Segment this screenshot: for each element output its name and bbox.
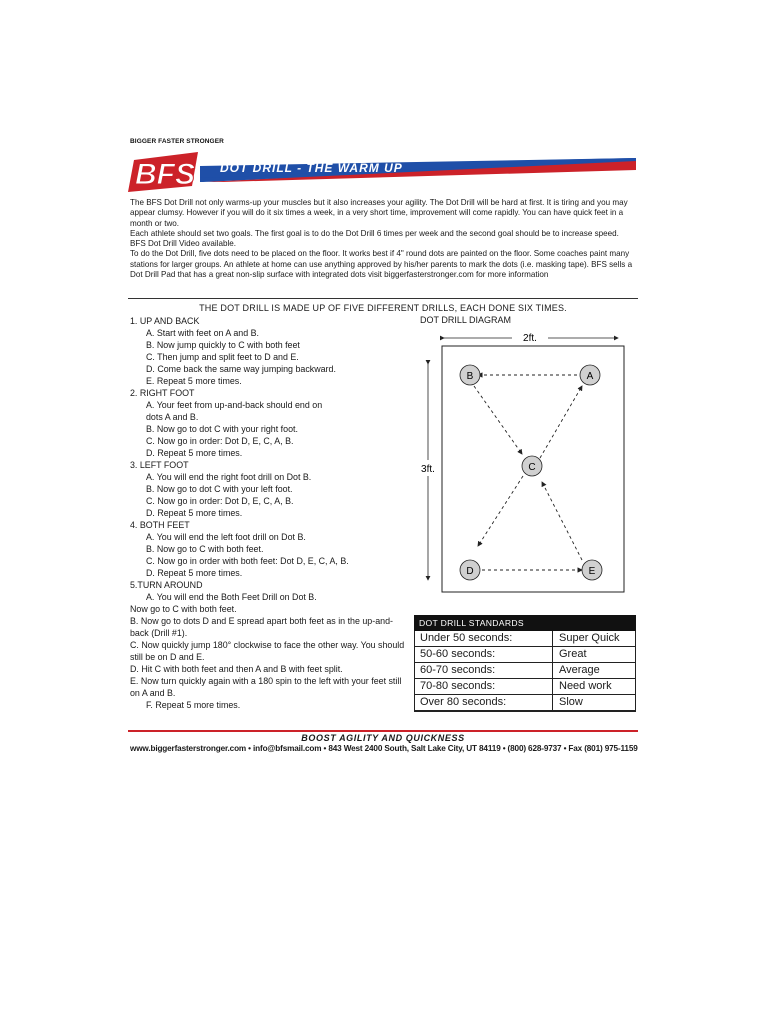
drill-step: E. Repeat 5 more times. [146, 376, 242, 386]
width-label: 2ft. [523, 333, 537, 344]
drill-step: Now go to C with both feet. [130, 604, 237, 614]
drill-step: A. Start with feet on A and B. [146, 328, 259, 338]
intro-paragraph: Each athlete should set two goals. The first goal is to do the Dot Drill 6 times per week and the second goal should be to increase speed. BFS Dot Drill Video available. [130, 228, 619, 249]
intro-paragraph: To do the Dot Drill, five dots need to be placed on the floor. It works best if 4" round dots are painted on the floor. Some coaches paint many stations for larger groups. An athlete at home can use anything approved by his/her parents to mark the dots (i.e. masking tape). BFS sells a Dot Drill Pad that has a great non-slip surface with integrated dots visit biggerfasterstronger.com for more information [130, 249, 633, 280]
standards-table [414, 615, 636, 712]
intro-text [130, 198, 636, 280]
bfs-logo-icon [128, 146, 208, 192]
dot-label: B [466, 371, 474, 382]
drill-step: B. Now jump quickly to C with both feet [146, 340, 300, 350]
drill-title: 2. RIGHT FOOT [130, 388, 195, 398]
logo-text: BFS [135, 158, 195, 191]
standards-rows [414, 631, 636, 712]
standards-row [415, 647, 635, 663]
drill-step: C. Now quickly jump 180° clockwise to face the other way. You should still be on D and E. [130, 640, 405, 662]
divider [128, 298, 638, 299]
footer-rule [128, 730, 638, 732]
dot-label: D [466, 566, 474, 577]
standards-row [415, 679, 635, 695]
drill-step: D. Repeat 5 more times. [146, 508, 243, 518]
drill-step: A. You will end the Both Feet Drill on Dot B. [146, 592, 317, 602]
drill-step: B. Now go to dot C with your left foot. [146, 484, 293, 494]
drill-step: B. Now go to dot C with your right foot. [146, 424, 298, 434]
contact-footer: www.biggerfasterstronger.com • info@bfsmail.com • 843 West 2400 South, Salt Lake City, UT 84119 • (800) 628-9737 • Fax (801) 975-1159 [130, 744, 638, 753]
drill-step: C. Now go in order: Dot D, E, C, A, B. [146, 496, 294, 506]
drill-title: 1. UP AND BACK [130, 316, 200, 326]
dot-label: C [528, 462, 536, 473]
drill-step: A. You will end the left foot drill on Dot B. [146, 532, 306, 542]
dot-drill-diagram [410, 324, 640, 594]
drill-step: D. Repeat 5 more times. [146, 448, 243, 458]
standards-time: 60-70 seconds: [415, 663, 553, 678]
standards-row [415, 631, 635, 647]
standards-time: 70-80 seconds: [415, 679, 553, 694]
drill-step: A. You will end the right foot drill on Dot B. [146, 472, 312, 482]
tagline: BOOST AGILITY AND QUICKNESS [301, 733, 465, 743]
drill-step: D. Repeat 5 more times. [146, 568, 243, 578]
drill-step: A. Your feet from up-and-back should end on [146, 400, 323, 410]
drill-step: F. Repeat 5 more times. [146, 700, 241, 710]
dot-label: E [588, 566, 596, 577]
standards-rating: Slow [559, 696, 583, 708]
standards-row [415, 695, 635, 711]
standards-rating: Need work [559, 680, 612, 692]
standards-time: 50-60 seconds: [415, 647, 553, 662]
drill-title: 3. LEFT FOOT [130, 460, 189, 470]
drill-step: B. Now go to C with both feet. [146, 544, 264, 554]
drill-title: 5.TURN AROUND [130, 580, 203, 590]
drill-step: D. Hit C with both feet and then A and B with feet split. [130, 664, 343, 674]
dot-label: A [586, 371, 594, 382]
standards-rating: Great [559, 648, 587, 660]
brand-tagline: BIGGER FASTER STRONGER [130, 138, 224, 145]
drill-step: C. Now go in order: Dot D, E, C, A, B. [146, 436, 294, 446]
standards-rating: Average [559, 664, 600, 676]
standards-row [415, 663, 635, 679]
standards-title: DOT DRILL STANDARDS [414, 615, 636, 631]
drill-step: C. Then jump and split feet to D and E. [146, 352, 299, 362]
diagram-title: DOT DRILL DIAGRAM [420, 315, 512, 325]
drill-step: B. Now go to dots D and E spread apart both feet as in the up-and-back (Drill #1). [130, 616, 393, 638]
drill-step: D. Come back the same way jumping backward. [146, 364, 336, 374]
drill-title: 4. BOTH FEET [130, 520, 190, 530]
standards-time: Over 80 seconds: [415, 695, 553, 710]
section-headline: THE DOT DRILL IS MADE UP OF FIVE DIFFERENT DRILLS, EACH DONE SIX TIMES. [199, 303, 567, 313]
page-title: DOT DRILL - THE WARM UP [220, 161, 403, 175]
intro-paragraph: The BFS Dot Drill not only warms-up your muscles but it also increases your agility. The Dot Drill will be hard at first. It is tiring and you may appear clumsy. However if you will do it six times a week, in a very short time, improvement will come rapidly. You can have quick feet in a month or two. [130, 198, 628, 228]
standards-time: Under 50 seconds: [415, 631, 553, 646]
drill-step: C. Now go in order with both feet: Dot D, E, C, A, B. [146, 556, 349, 566]
drill-step: dots A and B. [146, 412, 199, 422]
height-label: 3ft. [421, 464, 435, 475]
drill-list [130, 315, 410, 711]
standards-rating: Super Quick [559, 632, 620, 644]
drill-step: E. Now turn quickly again with a 180 spin to the left with your feet still on A and B. [130, 676, 402, 698]
